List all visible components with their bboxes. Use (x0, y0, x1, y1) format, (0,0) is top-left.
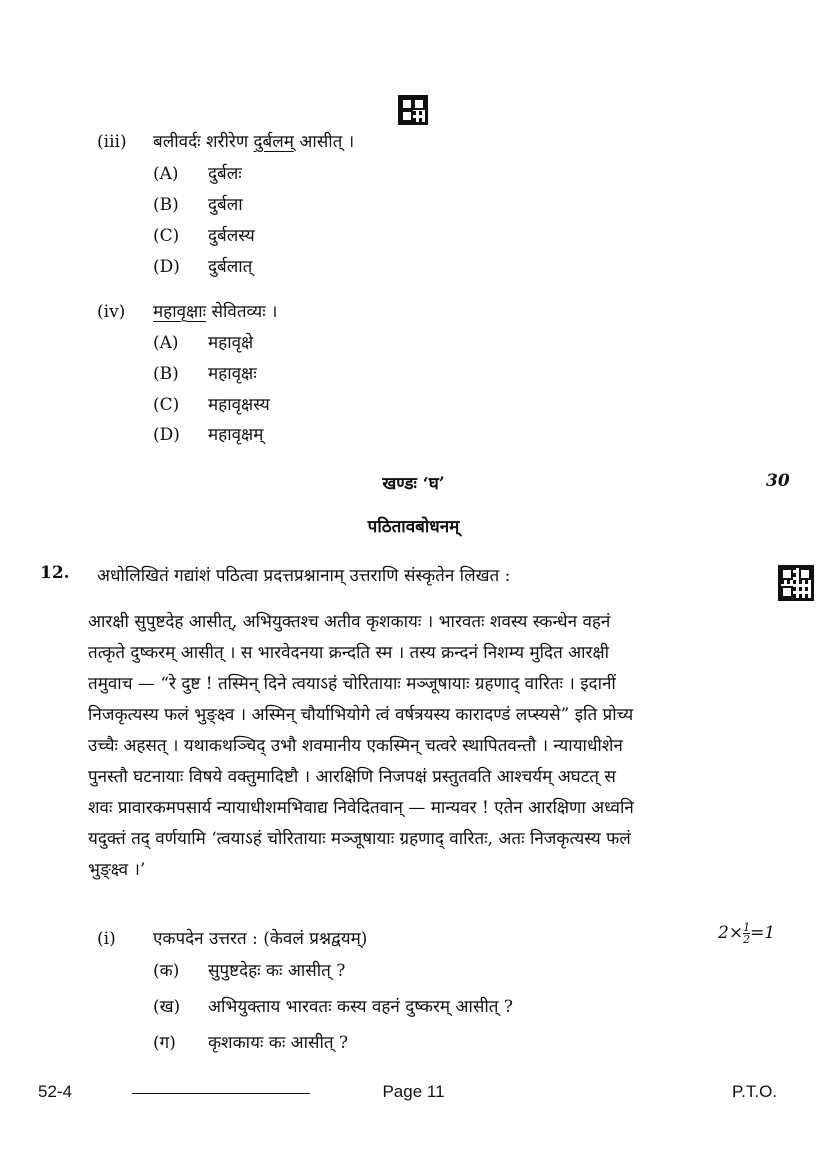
qr-code-top (398, 95, 428, 125)
paper-code: 52-4 (38, 1082, 73, 1101)
question-number: (iii) (97, 132, 127, 152)
option-a: (A) दुर्बलः (153, 164, 242, 184)
passage-line: यदुक्तं तद् वर्णयामि ‘त्वयाऽहं चोरितायाः मञ्जूषायाः ग्रहणाद् वारितः, अतः निजकृत्यस्य फलं (88, 829, 631, 849)
pto-label: P.T.O. (732, 1082, 778, 1101)
passage-line: पुनस्तौ घटनायाः विषये वक्तुमादिष्टौ । आरक्षिणि निजपक्षं प्रस्तुतवति आश्चर्यम् अघटत् स (88, 767, 616, 787)
passage-line: उच्चैः अहसत् । यथाकथञ्चिद् उभौ शवमानीय एकस्मिन् चत्वरे स्थापितवन्तौ । न्यायाधीशेन (88, 736, 623, 756)
subquestion-number: (i) (97, 929, 116, 949)
option-b: (B) महावृक्षः (153, 364, 257, 384)
underlined-word: दुर्बलम् (253, 132, 294, 152)
option-d: (D) दुर्बलात् (153, 257, 253, 277)
section-subtitle: पठितावबोधनम् (367, 517, 460, 537)
passage-line: तत्कृते दुष्करम् आसीत् । स भारवेदनया क्रन्दति स्म । तस्य क्रन्दनं निशम्य मुदित आरक्षी (88, 643, 610, 663)
option-a: (A) महावृक्षे (153, 333, 254, 353)
question-iii: (iii) बलीवर्दः शरीरेण दुर्बलम् आसीत् । (97, 132, 355, 152)
question-number: (iv) (97, 302, 126, 322)
subquestion-marks: 2× $\frac{1}{2}$ =1 (718, 921, 776, 946)
option-d: (D) महावृक्षम् (153, 425, 264, 445)
passage-line: आरक्षी सुपुष्टदेह आसीत्, अभियुक्तश्च अतीव कृशकायः । भारवतः शवस्य स्कन्धेन वहनं (88, 612, 611, 632)
option-c: (C) महावृक्षस्य (153, 395, 270, 415)
option-c: (C) दुर्बलस्य (153, 226, 255, 246)
underlined-word: महावृक्षाः (153, 302, 207, 322)
qr-code-side (778, 565, 814, 601)
passage-line: तमुवाच — “रे दुष्ट ! तस्मिन् दिने त्वयाऽहं चोरितायाः मञ्जूषायाः ग्रहणाद् वारितः । इदानीं (88, 674, 616, 694)
section-title: खण्डः ‘घ’ (382, 474, 445, 494)
question-12-instruction: अधोलिखितं गद्यांशं पठित्वा प्रदत्तप्रश्नानाम् उत्तराणि संस्कृतेन लिखत : (97, 566, 511, 586)
question-12-number: 12. (40, 563, 70, 583)
section-marks: 30 (766, 471, 790, 491)
page-number: Page 11 (382, 1082, 445, 1101)
question-ka: (क) सुपुष्टदेहः कः आसीत् ? (153, 961, 346, 981)
question-kha: (ख) अभियुक्ताय भारवतः कस्य वहनं दुष्करम् आसीत् ? (153, 997, 513, 1017)
question-iv: (iv) महावृक्षाः सेवितव्यः । (97, 302, 278, 322)
option-b: (B) दुर्बला (153, 195, 243, 215)
subquestion-i: (i) एकपदेन उत्तरत : (केवलं प्रश्नद्वयम्) (97, 929, 368, 949)
passage (88, 607, 792, 886)
question-ga: (ग) कृशकायः कः आसीत् ? (153, 1033, 349, 1053)
passage-line: निजकृत्यस्य फलं भुङ्क्ष्व । अस्मिन् चौर्याभियोगे त्वं वर्षत्रयस्य कारादण्डं लप्स्यसे” इति प्रोच्य (88, 705, 634, 725)
passage-line: भुङ्क्ष्व ।’ (88, 860, 146, 880)
passage-line: शवः प्रावारकमपसार्य न्यायाधीशमभिवाद्य निवेदितवान् — मान्यवर ! एतेन आरक्षिणा अध्वनि (88, 798, 634, 818)
